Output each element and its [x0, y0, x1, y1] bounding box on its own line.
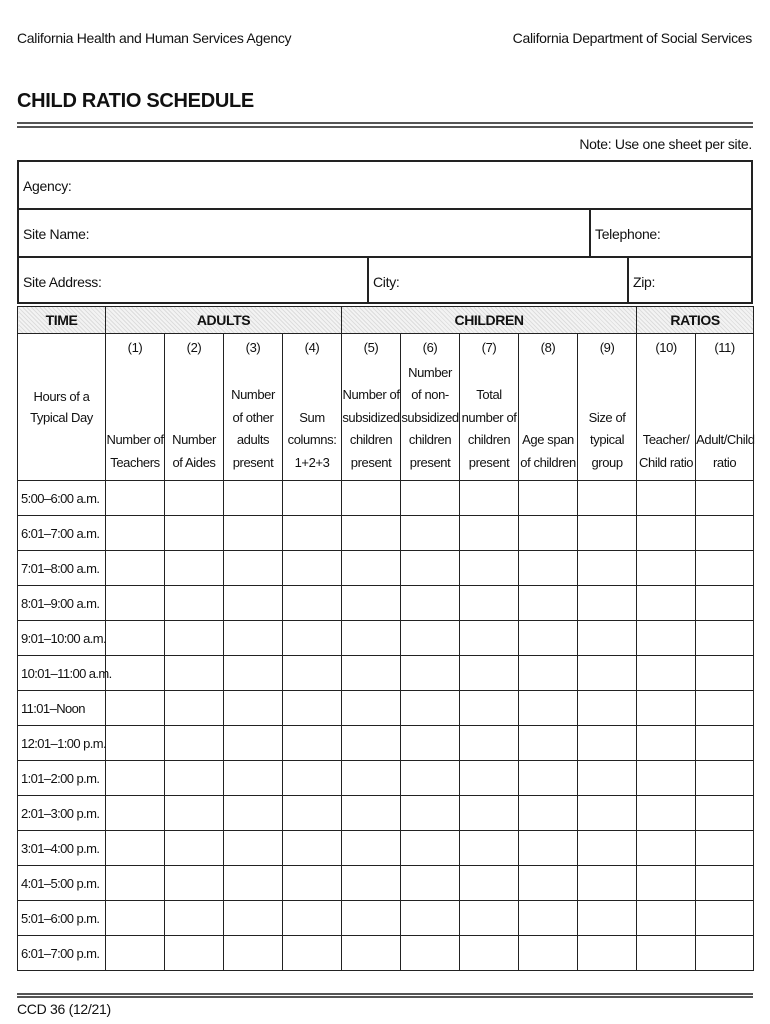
section-adults: ADULTS: [106, 307, 342, 334]
column-label-line: children: [408, 432, 452, 447]
entry-cell-col-7[interactable]: [460, 761, 519, 796]
column-heading-5: [342, 334, 401, 481]
entry-cell-col-8[interactable]: [519, 831, 578, 866]
entry-cell-col-8[interactable]: [519, 726, 578, 761]
entry-cell-col-7[interactable]: [460, 551, 519, 586]
entry-cell-col-2[interactable]: [165, 691, 224, 726]
entry-cell-col-10[interactable]: [637, 586, 696, 621]
column-label-line: typical: [590, 432, 625, 447]
entry-cell-col-10[interactable]: [637, 726, 696, 761]
entry-cell-col-3[interactable]: [224, 796, 283, 831]
column-label-line: Total: [476, 387, 502, 402]
entry-cell-col-8[interactable]: [519, 516, 578, 551]
time-column-heading: [18, 334, 106, 481]
entry-cell-col-5[interactable]: [342, 621, 401, 656]
entry-cell-col-9[interactable]: [578, 901, 637, 936]
entry-cell-col-7[interactable]: [460, 691, 519, 726]
entry-cell-col-8[interactable]: [519, 691, 578, 726]
column-number: (2): [186, 340, 202, 355]
column-heading-8: [519, 334, 578, 481]
column-label-line: number of: [461, 409, 517, 425]
table-row: [18, 761, 754, 796]
column-label: [106, 429, 164, 474]
entry-cell-col-2[interactable]: [165, 621, 224, 656]
column-label-line: Teacher/: [642, 432, 690, 447]
entry-cell-col-10[interactable]: [637, 796, 696, 831]
entry-cell-col-11[interactable]: [696, 551, 754, 586]
column-label-line: subsidized: [401, 409, 459, 425]
entry-cell-col-7[interactable]: [460, 656, 519, 691]
column-label: [578, 407, 636, 475]
time-slot-label: 6:01–7:00 a.m.: [18, 516, 106, 551]
entry-cell-col-10[interactable]: [637, 761, 696, 796]
column-label-line: ratio: [712, 454, 737, 470]
entry-cell-col-3[interactable]: [224, 516, 283, 551]
column-number: (9): [599, 340, 615, 355]
entry-cell-col-1[interactable]: [106, 586, 165, 621]
entry-cell-col-5[interactable]: [342, 586, 401, 621]
column-heading-7: [460, 334, 519, 481]
column-label-line: Adult/Child: [696, 432, 755, 447]
entry-cell-col-1[interactable]: [106, 761, 165, 796]
column-label-line: of other: [232, 409, 274, 425]
entry-cell-col-1[interactable]: [106, 656, 165, 691]
agency-header: California Health and Human Services Agency: [17, 30, 292, 46]
entry-cell-col-10[interactable]: [637, 516, 696, 551]
entry-cell-col-5[interactable]: [342, 761, 401, 796]
telephone-field[interactable]: Telephone:: [589, 210, 751, 256]
entry-cell-col-3[interactable]: [224, 726, 283, 761]
column-label: [283, 407, 341, 475]
entry-cell-col-3[interactable]: [224, 481, 283, 516]
column-number: (5): [363, 340, 379, 355]
table-row: [18, 901, 754, 936]
site-name-field[interactable]: Site Name:: [23, 226, 90, 242]
entry-cell-col-5[interactable]: [342, 481, 401, 516]
entry-cell-col-9[interactable]: [578, 551, 637, 586]
table-row: [18, 551, 754, 586]
entry-cell-col-7[interactable]: [460, 481, 519, 516]
entry-cell-col-8[interactable]: [519, 761, 578, 796]
address-row: [19, 258, 751, 304]
entry-cell-col-11[interactable]: [696, 936, 754, 971]
site-info-block: [17, 160, 753, 304]
entry-cell-col-3[interactable]: [224, 656, 283, 691]
entry-cell-col-5[interactable]: [342, 516, 401, 551]
entry-cell-col-4[interactable]: [283, 796, 342, 831]
column-label-line: Size of: [588, 409, 626, 425]
entry-cell-col-10[interactable]: [637, 481, 696, 516]
column-label: [460, 384, 518, 474]
entry-cell-col-11[interactable]: [696, 901, 754, 936]
column-number: (3): [245, 340, 261, 355]
entry-cell-col-2[interactable]: [165, 656, 224, 691]
entry-cell-col-6[interactable]: [401, 621, 460, 656]
entry-cell-col-2[interactable]: [165, 866, 224, 901]
entry-cell-col-3[interactable]: [224, 831, 283, 866]
entry-cell-col-2[interactable]: [165, 901, 224, 936]
entry-cell-col-6[interactable]: [401, 761, 460, 796]
column-heading-2: [165, 334, 224, 481]
entry-cell-col-1[interactable]: [106, 516, 165, 551]
form-title: CHILD RATIO SCHEDULE: [17, 90, 254, 112]
entry-cell-col-3[interactable]: [224, 901, 283, 936]
table-row: [18, 866, 754, 901]
column-label-line: present: [409, 454, 451, 470]
entry-cell-col-8[interactable]: [519, 796, 578, 831]
entry-cell-col-3[interactable]: [224, 866, 283, 901]
column-label-line: Sum: [299, 409, 325, 425]
column-heading-10: [637, 334, 696, 481]
column-label-line: Child ratio: [639, 454, 694, 470]
column-number: (11): [714, 340, 735, 355]
entry-cell-col-5[interactable]: [342, 656, 401, 691]
entry-cell-col-4[interactable]: [283, 551, 342, 586]
column-label-line: 1+2+3: [294, 454, 330, 470]
column-label: [637, 429, 695, 474]
entry-cell-col-1[interactable]: [106, 796, 165, 831]
entry-cell-col-10[interactable]: [637, 691, 696, 726]
entry-cell-col-3[interactable]: [224, 761, 283, 796]
hours-heading-line: Typical Day: [30, 410, 93, 425]
entry-cell-col-6[interactable]: [401, 481, 460, 516]
entry-cell-col-9[interactable]: [578, 761, 637, 796]
entry-cell-col-3[interactable]: [224, 936, 283, 971]
column-heading-6: [401, 334, 460, 481]
entry-cell-col-10[interactable]: [637, 621, 696, 656]
time-slot-label: 1:01–2:00 p.m.: [18, 761, 106, 796]
time-slot-label: 9:01–10:00 a.m.: [18, 621, 106, 656]
entry-cell-col-5[interactable]: [342, 831, 401, 866]
column-heading-3: [224, 334, 283, 481]
entry-cell-col-10[interactable]: [637, 866, 696, 901]
time-slot-label: 7:01–8:00 a.m.: [18, 551, 106, 586]
entry-cell-col-4[interactable]: [283, 901, 342, 936]
time-slot-label: 3:01–4:00 p.m.: [18, 831, 106, 866]
entry-cell-col-7[interactable]: [460, 586, 519, 621]
column-label-line: Number of: [106, 432, 164, 447]
entry-cell-col-10[interactable]: [637, 551, 696, 586]
column-number: (4): [304, 340, 320, 355]
column-number: (1): [127, 340, 143, 355]
entry-cell-col-11[interactable]: [696, 621, 754, 656]
column-label-line: children: [467, 432, 511, 447]
column-label-line: Number: [172, 432, 216, 447]
entry-cell-col-4[interactable]: [283, 691, 342, 726]
site-note: Note: Use one sheet per site.: [579, 136, 752, 152]
time-slot-label: 6:01–7:00 p.m.: [18, 936, 106, 971]
entry-cell-col-8[interactable]: [519, 551, 578, 586]
entry-cell-col-1[interactable]: [106, 831, 165, 866]
column-label: [519, 429, 577, 474]
entry-cell-col-11[interactable]: [696, 866, 754, 901]
entry-cell-col-4[interactable]: [283, 656, 342, 691]
site-address-field[interactable]: Site Address:: [23, 274, 102, 290]
entry-cell-col-5[interactable]: [342, 901, 401, 936]
column-label-line: columns:: [287, 432, 337, 447]
hours-heading: [18, 386, 105, 428]
site-name-row: [19, 210, 751, 258]
footer-divider: [17, 993, 753, 998]
ratio-schedule-table: [17, 306, 754, 971]
entry-cell-col-11[interactable]: [696, 831, 754, 866]
time-slot-label: 12:01–1:00 p.m.: [18, 726, 106, 761]
entry-cell-col-9[interactable]: [578, 656, 637, 691]
column-number: (8): [540, 340, 556, 355]
column-label-line: present: [232, 454, 274, 470]
entry-cell-col-1[interactable]: [106, 551, 165, 586]
entry-cell-col-6[interactable]: [401, 726, 460, 761]
section-children: CHILDREN: [342, 307, 637, 334]
entry-cell-col-1[interactable]: [106, 621, 165, 656]
column-header-row: [18, 334, 754, 481]
entry-cell-col-5[interactable]: [342, 691, 401, 726]
column-label: [401, 362, 459, 475]
time-slot-label: 10:01–11:00 a.m.: [18, 656, 106, 691]
time-slot-label: 5:00–6:00 a.m.: [18, 481, 106, 516]
time-slot-label: 8:01–9:00 a.m.: [18, 586, 106, 621]
entry-cell-col-10[interactable]: [637, 831, 696, 866]
entry-cell-col-4[interactable]: [283, 586, 342, 621]
entry-cell-col-2[interactable]: [165, 516, 224, 551]
entry-cell-col-9[interactable]: [578, 621, 637, 656]
entry-cell-col-3[interactable]: [224, 551, 283, 586]
entry-cell-col-8[interactable]: [519, 866, 578, 901]
entry-cell-col-6[interactable]: [401, 796, 460, 831]
entry-cell-col-4[interactable]: [283, 481, 342, 516]
entry-cell-col-7[interactable]: [460, 516, 519, 551]
column-label-line: present: [350, 454, 392, 470]
hours-heading-line: Hours of a: [33, 389, 90, 404]
table-row: [18, 831, 754, 866]
form-number: CCD 36 (12/21): [17, 1001, 111, 1017]
column-label: [224, 384, 282, 474]
column-label-line: subsidized: [342, 409, 400, 425]
schedule-rows: [18, 481, 754, 971]
column-heading-4: [283, 334, 342, 481]
entry-cell-col-9[interactable]: [578, 481, 637, 516]
table-row: [18, 691, 754, 726]
entry-cell-col-5[interactable]: [342, 551, 401, 586]
entry-cell-col-3[interactable]: [224, 691, 283, 726]
entry-cell-col-6[interactable]: [401, 551, 460, 586]
entry-cell-col-10[interactable]: [637, 656, 696, 691]
section-ratios: RATIOS: [637, 307, 754, 334]
entry-cell-col-2[interactable]: [165, 761, 224, 796]
entry-cell-col-11[interactable]: [696, 691, 754, 726]
column-label-line: Teachers: [110, 454, 160, 470]
entry-cell-col-7[interactable]: [460, 866, 519, 901]
entry-cell-col-1[interactable]: [106, 481, 165, 516]
entry-cell-col-5[interactable]: [342, 726, 401, 761]
time-slot-label: 5:01–6:00 p.m.: [18, 901, 106, 936]
entry-cell-col-8[interactable]: [519, 481, 578, 516]
entry-cell-col-3[interactable]: [224, 621, 283, 656]
section-header-row: [18, 307, 754, 334]
entry-cell-col-7[interactable]: [460, 796, 519, 831]
agency-field[interactable]: Agency:: [23, 178, 72, 194]
column-label-line: Number of: [342, 387, 400, 402]
entry-cell-col-9[interactable]: [578, 936, 637, 971]
agency-row: [19, 162, 751, 210]
entry-cell-col-2[interactable]: [165, 726, 224, 761]
entry-cell-col-3[interactable]: [224, 586, 283, 621]
entry-cell-col-6[interactable]: [401, 831, 460, 866]
entry-cell-col-11[interactable]: [696, 796, 754, 831]
entry-cell-col-1[interactable]: [106, 936, 165, 971]
column-heading-1: [106, 334, 165, 481]
column-label-line: of non-: [411, 387, 449, 402]
column-label-line: adults: [236, 432, 270, 447]
entry-cell-col-11[interactable]: [696, 761, 754, 796]
table-row: [18, 796, 754, 831]
entry-cell-col-9[interactable]: [578, 726, 637, 761]
entry-cell-col-4[interactable]: [283, 831, 342, 866]
entry-cell-col-1[interactable]: [106, 691, 165, 726]
entry-cell-col-7[interactable]: [460, 726, 519, 761]
entry-cell-col-6[interactable]: [401, 586, 460, 621]
column-label-line: of children: [520, 454, 576, 470]
column-label-line: group: [591, 454, 623, 470]
column-label: [165, 429, 223, 474]
entry-cell-col-11[interactable]: [696, 726, 754, 761]
entry-cell-col-9[interactable]: [578, 796, 637, 831]
entry-cell-col-8[interactable]: [519, 901, 578, 936]
entry-cell-col-10[interactable]: [637, 901, 696, 936]
entry-cell-col-4[interactable]: [283, 761, 342, 796]
column-label-line: children: [349, 432, 393, 447]
entry-cell-col-6[interactable]: [401, 936, 460, 971]
entry-cell-col-9[interactable]: [578, 586, 637, 621]
entry-cell-col-6[interactable]: [401, 516, 460, 551]
entry-cell-col-1[interactable]: [106, 726, 165, 761]
column-label-line: present: [468, 454, 510, 470]
time-slot-label: 11:01–Noon: [18, 691, 106, 726]
entry-cell-col-2[interactable]: [165, 551, 224, 586]
entry-cell-col-4[interactable]: [283, 866, 342, 901]
entry-cell-col-2[interactable]: [165, 481, 224, 516]
table-row: [18, 516, 754, 551]
column-label-line: Number: [408, 364, 452, 380]
table-row: [18, 936, 754, 971]
entry-cell-col-8[interactable]: [519, 656, 578, 691]
entry-cell-col-11[interactable]: [696, 656, 754, 691]
column-label: [342, 384, 400, 474]
table-row: [18, 481, 754, 516]
column-heading-11: [696, 334, 754, 481]
column-number: (7): [481, 340, 497, 355]
column-number: (10): [655, 340, 677, 355]
department-header: California Department of Social Services: [512, 30, 752, 46]
entry-cell-col-4[interactable]: [283, 516, 342, 551]
column-label-line: Age span: [522, 432, 574, 447]
entry-cell-col-9[interactable]: [578, 831, 637, 866]
entry-cell-col-8[interactable]: [519, 621, 578, 656]
entry-cell-col-11[interactable]: [696, 516, 754, 551]
city-field[interactable]: City:: [367, 258, 627, 302]
entry-cell-col-5[interactable]: [342, 796, 401, 831]
entry-cell-col-8[interactable]: [519, 936, 578, 971]
column-label: [696, 429, 753, 474]
table-row: [18, 656, 754, 691]
entry-cell-col-9[interactable]: [578, 516, 637, 551]
table-row: [18, 726, 754, 761]
column-label-line: of Aides: [172, 454, 216, 470]
entry-cell-col-4[interactable]: [283, 621, 342, 656]
entry-cell-col-9[interactable]: [578, 691, 637, 726]
entry-cell-col-7[interactable]: [460, 936, 519, 971]
table-row: [18, 586, 754, 621]
column-label-line: Number: [231, 387, 275, 402]
section-time: TIME: [18, 307, 106, 334]
entry-cell-col-6[interactable]: [401, 866, 460, 901]
entry-cell-col-6[interactable]: [401, 691, 460, 726]
entry-cell-col-2[interactable]: [165, 936, 224, 971]
entry-cell-col-6[interactable]: [401, 901, 460, 936]
entry-cell-col-5[interactable]: [342, 936, 401, 971]
entry-cell-col-7[interactable]: [460, 831, 519, 866]
table-row: [18, 621, 754, 656]
entry-cell-col-10[interactable]: [637, 936, 696, 971]
entry-cell-col-5[interactable]: [342, 866, 401, 901]
entry-cell-col-8[interactable]: [519, 586, 578, 621]
entry-cell-col-2[interactable]: [165, 796, 224, 831]
entry-cell-col-7[interactable]: [460, 901, 519, 936]
entry-cell-col-6[interactable]: [401, 656, 460, 691]
entry-cell-col-1[interactable]: [106, 901, 165, 936]
entry-cell-col-2[interactable]: [165, 831, 224, 866]
entry-cell-col-7[interactable]: [460, 621, 519, 656]
entry-cell-col-1[interactable]: [106, 866, 165, 901]
zip-field[interactable]: Zip:: [627, 258, 751, 302]
entry-cell-col-11[interactable]: [696, 586, 754, 621]
title-divider: [17, 122, 753, 128]
time-slot-label: 4:01–5:00 p.m.: [18, 866, 106, 901]
column-number: (6): [422, 340, 438, 355]
entry-cell-col-2[interactable]: [165, 586, 224, 621]
entry-cell-col-9[interactable]: [578, 866, 637, 901]
time-slot-label: 2:01–3:00 p.m.: [18, 796, 106, 831]
entry-cell-col-4[interactable]: [283, 936, 342, 971]
entry-cell-col-4[interactable]: [283, 726, 342, 761]
column-heading-9: [578, 334, 637, 481]
entry-cell-col-11[interactable]: [696, 481, 754, 516]
